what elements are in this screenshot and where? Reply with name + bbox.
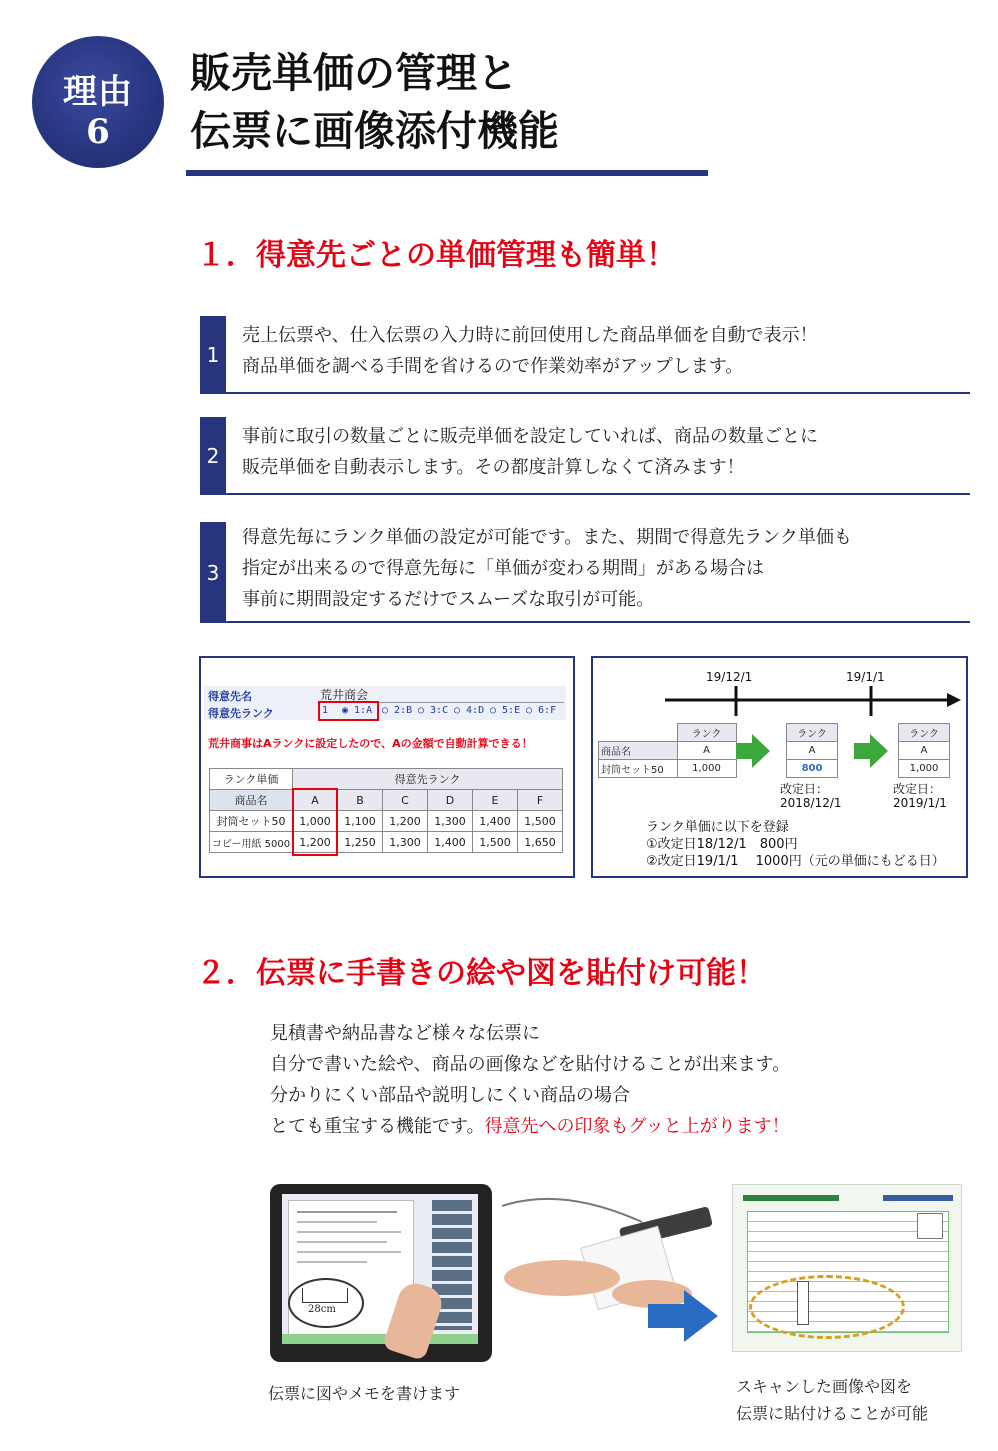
attached-part-drawing	[797, 1281, 809, 1325]
rank-option-c[interactable]: ○ 3:C	[418, 705, 449, 716]
change-date-2: 2019/1/1	[893, 796, 947, 810]
rank-option-b[interactable]: ○ 2:B	[382, 705, 413, 716]
feature-rule	[226, 621, 970, 623]
price-table-original: ランク 商品名 A 封筒セット50 1,000	[598, 723, 737, 778]
section2-description: 見積書や納品書など様々な伝票に 自分で書いた絵や、商品の画像などを貼付けることが出来ます。 分かりにくい部品や説明しにくい商品の場合 とても重宝する機能です。得意先への印象もグッと上がります！	[270, 1023, 791, 1137]
zoom-bubble	[288, 1278, 364, 1328]
rank-price-table	[209, 768, 563, 853]
item-header: 商品名	[210, 790, 293, 811]
table-row: 封筒セット50 1,000 1,100 1,200 1,300 1,400 1,500	[210, 811, 563, 832]
rank-header: B	[338, 790, 383, 811]
change-label-1: 改定日：	[780, 782, 829, 796]
rank-header: F	[518, 790, 563, 811]
badge-label: 理由	[63, 72, 133, 112]
price-table-restored: ランク A 1,000	[898, 723, 950, 778]
rank-header: A	[293, 790, 338, 811]
customer-name-label: 得意先名	[208, 690, 252, 703]
feature-rule	[226, 493, 970, 495]
badge-number: 6	[86, 112, 110, 152]
rank-header: E	[473, 790, 518, 811]
table-row: コピー用紙 5000 1,200 1,250 1,300 1,400 1,500 1,650	[210, 832, 563, 853]
rank-option-f[interactable]: ○ 6:F	[526, 705, 557, 716]
green-arrow-icon	[736, 734, 770, 768]
feature-rule	[226, 392, 970, 394]
rank-header: C	[383, 790, 428, 811]
feature-text: 事前に取引の数量ごとに販売単価を設定していれば、商品の数量ごとに 販売単価を自動表示します。その都度計算しなくて済みます！	[242, 426, 818, 478]
caption-left: 伝票に図やメモを書けます	[268, 1384, 461, 1403]
tablet-status-bar	[282, 1334, 478, 1344]
feature-number: 1	[200, 316, 226, 394]
rank-code-field[interactable]: 1	[322, 705, 329, 716]
note-line-2: ②改定日19/1/1 1000円（元の単価にもどる日）	[646, 854, 945, 869]
feature-number: 3	[200, 522, 226, 623]
feature-text: 得意先毎にランク単価の設定が可能です。また、期間で得意先ランク単価も 指定が出来るので得意先毎に「単価が変わる期間」がある場合は 事前に期間設定するだけでスムーズな取引が可能。	[242, 527, 852, 610]
change-label-2: 改定日：	[893, 782, 942, 796]
highlight-text: 得意先への印象もグッと上がります！	[484, 1116, 790, 1137]
feature-item-3	[200, 522, 970, 623]
sketch-dimension: 28cm	[308, 1304, 336, 1315]
customer-name-field[interactable]: 荒井商会	[320, 686, 564, 703]
part-sketch	[302, 1288, 348, 1303]
rank-option-e[interactable]: ○ 5:E	[490, 705, 521, 716]
feature-number: 2	[200, 417, 226, 495]
rank-note: 荒井商事はAランクに設定したので、Aの金額で自動計算できる！	[208, 737, 533, 750]
timeline-date-1: 19/12/1	[706, 670, 753, 684]
rank-group-header: 得意先ランク	[293, 769, 563, 790]
note-line-1: ①改定日18/12/1 800円	[646, 837, 798, 852]
page-title: 販売単価の管理と 伝票に画像添付機能	[190, 49, 559, 155]
price-table-changed: ランク A 800	[786, 723, 838, 778]
rank-option-a[interactable]: ◉ 1:A	[342, 705, 373, 716]
feature-item-2	[200, 417, 970, 495]
reason-badge	[32, 36, 164, 168]
green-arrow-icon	[854, 734, 888, 768]
avatar	[917, 1213, 943, 1239]
customer-rank-label: 得意先ランク	[208, 707, 274, 720]
title-underline	[186, 170, 708, 176]
feature-text: 売上伝票や、仕入伝票の入力時に前回使用した商品単価を自動で表示！ 商品単価を調べる手間を省けるので作業効率がアップします。	[242, 325, 818, 377]
slip-title-bar	[743, 1195, 839, 1201]
note-title: ランク単価に以下を登録	[646, 820, 789, 835]
attached-image-highlight	[749, 1275, 905, 1339]
rank-option-d[interactable]: ○ 4:D	[454, 705, 485, 716]
slip-company	[883, 1195, 953, 1201]
change-date-1: 2018/12/1	[780, 796, 842, 810]
rank-header: D	[428, 790, 473, 811]
section1-heading: １．得意先ごとの単価管理も簡単！	[196, 238, 676, 273]
section2-heading: ２．伝票に手書きの絵や図を貼付け可能！	[196, 956, 766, 991]
timeline-date-2: 19/1/1	[846, 670, 885, 684]
blue-arrow-icon	[648, 1290, 718, 1342]
rank-a-column-highlight	[292, 788, 338, 856]
slip-with-image	[732, 1184, 962, 1352]
table-corner: ランク単価	[210, 769, 293, 790]
tablet-photo	[270, 1184, 492, 1362]
feature-item-1	[200, 316, 970, 394]
caption-right: スキャンした画像や図を 伝票に貼付けることが可能	[736, 1377, 929, 1423]
